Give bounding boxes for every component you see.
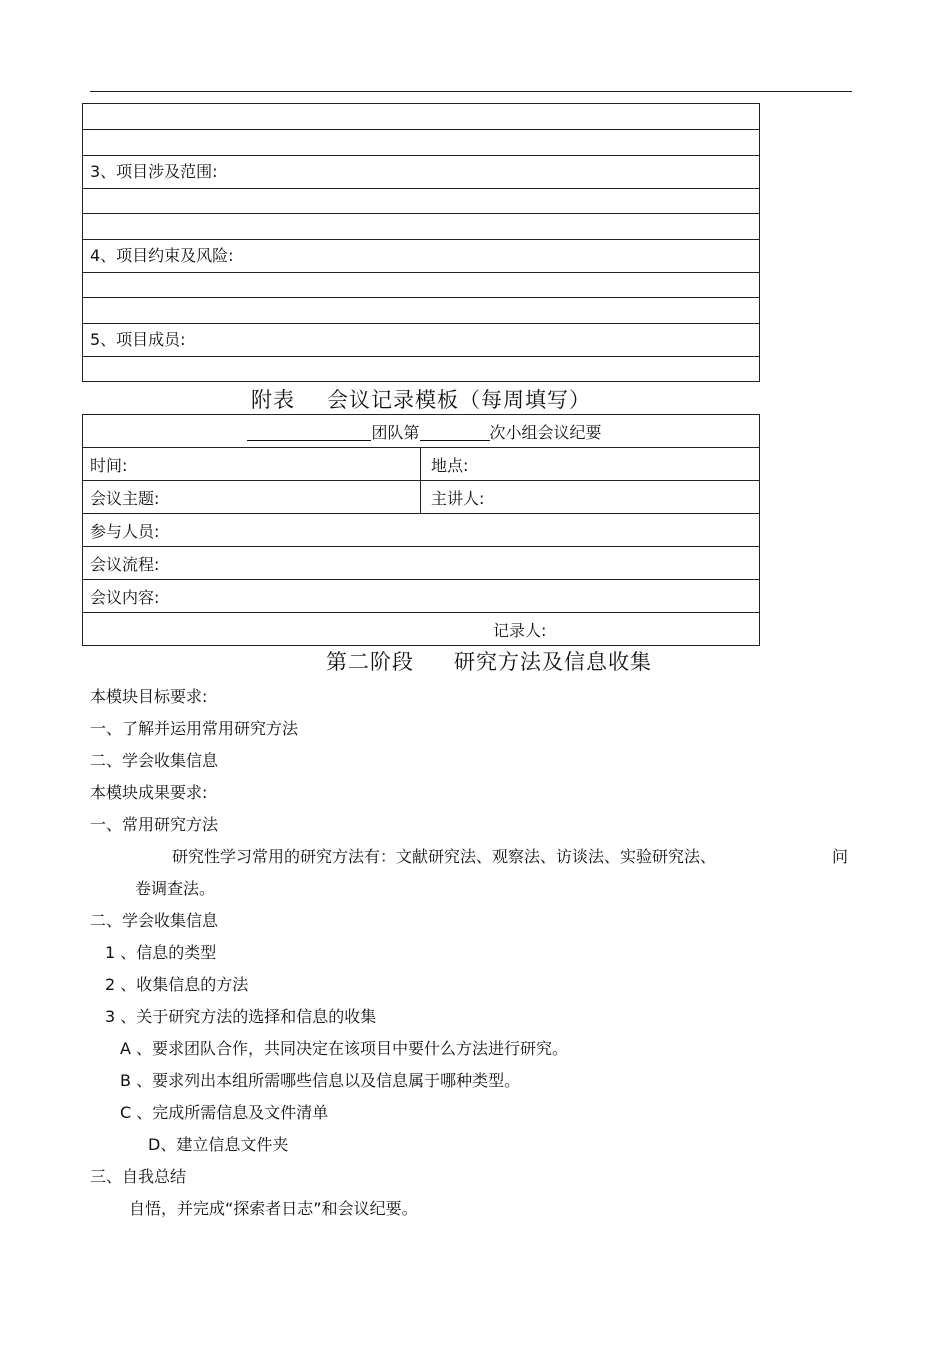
meeting-row [83, 546, 759, 579]
meeting-row [83, 579, 759, 612]
stage-title-left: 第二阶段 [326, 650, 414, 674]
place-cell[interactable] [421, 448, 759, 480]
participants-label: 参与人员: [90, 521, 160, 541]
meeting-header-team: 团队第 [371, 422, 420, 442]
meeting-row [83, 513, 759, 546]
methods-text-end: 问 [832, 847, 849, 866]
row-label: 3、项目涉及范围: [90, 162, 218, 181]
section-heading: 三、自我总结 [90, 1167, 187, 1186]
sub-item: D、建立信息文件夹 [148, 1135, 289, 1154]
appendix-title [82, 384, 760, 414]
place-label: 地点: [431, 455, 469, 475]
table-row [83, 356, 759, 381]
meeting-header-cell [83, 415, 759, 447]
section-heading: 二、学会收集信息 [90, 911, 219, 930]
meeting-header-suffix: 次小组会议纪要 [489, 422, 602, 442]
table-row [83, 213, 759, 239]
sub-item: B 、要求列出本组所需哪些信息以及信息属于哪种类型。 [120, 1071, 521, 1090]
content-cell[interactable] [83, 580, 759, 612]
meeting-row [83, 447, 759, 480]
result-heading: 本模块成果要求: [90, 783, 208, 802]
meeting-row [83, 480, 759, 513]
section-heading: 一、常用研究方法 [90, 815, 219, 834]
table-row [83, 297, 759, 323]
time-label: 时间: [90, 455, 128, 475]
meeting-table [82, 414, 760, 646]
meeting-header-row [83, 415, 759, 447]
participants-cell[interactable] [83, 514, 759, 546]
list-item: 3 、关于研究方法的选择和信息的收集 [105, 1007, 377, 1026]
appendix-title-left: 附表 [251, 388, 295, 412]
appendix-title-right: 会议记录模板（每周填写） [327, 388, 591, 412]
header-rule [90, 91, 852, 92]
team-name-blank[interactable] [247, 422, 371, 441]
topic-cell[interactable] [83, 481, 421, 513]
summary-text: 自悟，并完成“探索者日志”和会议纪要。 [129, 1199, 418, 1218]
content-label: 会议内容: [90, 587, 160, 607]
goal-item: 二、学会收集信息 [90, 751, 219, 770]
stage-title [82, 646, 896, 676]
goal-item: 一、了解并运用常用研究方法 [90, 719, 299, 738]
table-row [83, 104, 759, 129]
recorder-label: 记录人: [493, 620, 547, 640]
project-table [82, 103, 760, 382]
methods-text-continued: 卷调查法。 [135, 879, 216, 898]
stage-title-right: 研究方法及信息收集 [454, 650, 652, 674]
speaker-cell[interactable] [421, 481, 759, 513]
goal-heading: 本模块目标要求: [90, 687, 208, 706]
table-row [83, 239, 759, 272]
list-item: 2 、收集信息的方法 [105, 975, 249, 994]
time-cell[interactable] [83, 448, 421, 480]
process-cell[interactable] [83, 547, 759, 579]
meeting-row [83, 612, 759, 645]
sub-item: A 、要求团队合作，共同决定在该项目中要什么方法进行研究。 [120, 1039, 569, 1058]
process-label: 会议流程: [90, 554, 160, 574]
speaker-label: 主讲人: [431, 488, 485, 508]
methods-paragraph [172, 844, 852, 867]
list-item: 1 、信息的类型 [105, 943, 217, 962]
recorder-cell[interactable] [83, 613, 759, 645]
row-label: 4、项目约束及风险: [90, 246, 234, 265]
sub-item: C 、完成所需信息及文件清单 [120, 1103, 329, 1122]
methods-text: 研究性学习常用的研究方法有：文献研究法、观察法、访谈法、实验研究法、 [172, 847, 717, 866]
table-row [83, 323, 759, 356]
table-row [83, 272, 759, 297]
topic-label: 会议主题: [90, 488, 160, 508]
row-label: 5、项目成员: [90, 330, 186, 349]
table-row [83, 188, 759, 213]
meeting-number-blank[interactable] [420, 422, 490, 441]
table-row [83, 155, 759, 188]
table-row [83, 129, 759, 155]
